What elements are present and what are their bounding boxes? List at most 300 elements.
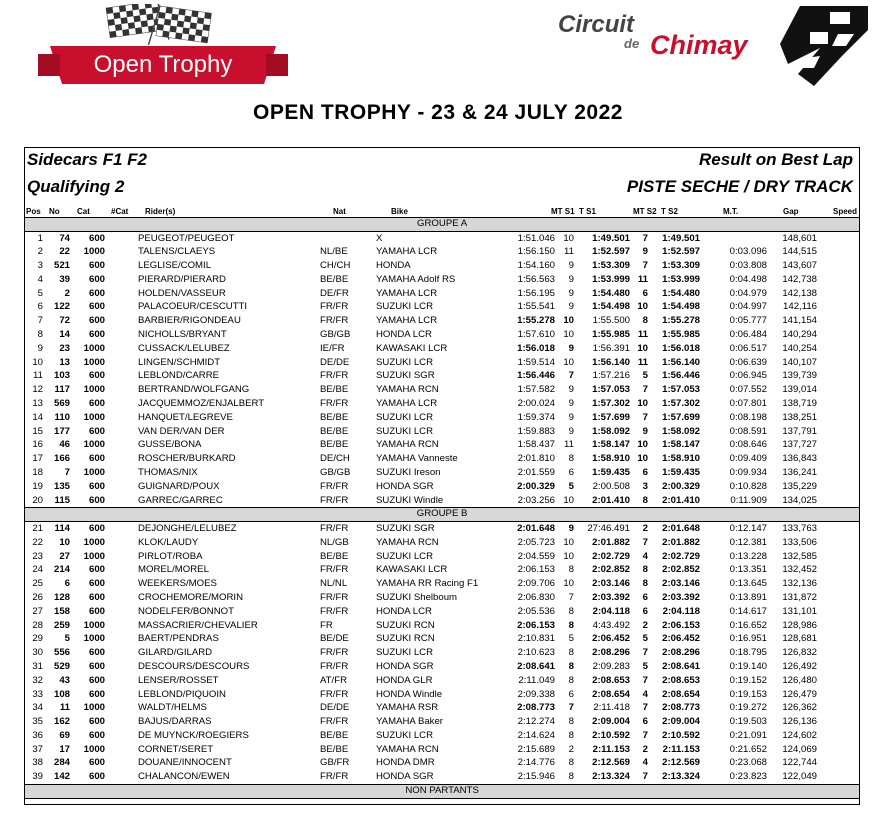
- cell-speed: 133,763: [782, 522, 817, 534]
- cell-pos: 18: [32, 467, 43, 479]
- cell-spacer: [817, 591, 859, 605]
- cell-cat: 600: [88, 425, 105, 437]
- cell-speed: 141,154: [782, 315, 817, 327]
- cell-riders: LEBLOND/PIQUOIN: [138, 688, 226, 700]
- cell-mt-s1: 2:06.153: [517, 564, 555, 576]
- cell-t-s2: 10: [637, 301, 648, 313]
- cell-t-s1: 8: [568, 605, 574, 617]
- group-name: GROUPE B: [25, 508, 859, 522]
- table-row: [25, 328, 859, 342]
- cell-cat: 600: [88, 301, 105, 313]
- cell-no: 69: [59, 729, 70, 741]
- cell-cat: 600: [88, 564, 105, 576]
- cell-gap: 0:07.552: [729, 384, 767, 396]
- cell-mt-s2: 2:13.324: [592, 771, 630, 783]
- cell-spacer: [817, 480, 859, 494]
- cell-gap: 0:14.617: [729, 605, 767, 617]
- cell-mt-s2: 2:11.418: [593, 702, 630, 714]
- cell-t-s2: 9: [642, 246, 648, 258]
- cell-bike: YAMAHA RCN: [376, 536, 439, 548]
- cell-speed: 124,602: [782, 729, 817, 741]
- page-title: OPEN TROPHY - 23 & 24 JULY 2022: [253, 101, 623, 124]
- cell-mt-s2: 1:54.498: [592, 301, 630, 313]
- cell-gap: 0:09.409: [729, 453, 767, 465]
- cell-gap: 0:19.152: [729, 674, 767, 686]
- cell-spacer: [817, 729, 859, 743]
- cell-pos: 23: [32, 550, 43, 562]
- cell-gap: 0:07.801: [729, 398, 767, 410]
- cell-gap: 0:23.068: [729, 757, 767, 769]
- cell-t-s1: 8: [568, 729, 574, 741]
- cell-riders: GILARD/GILARD: [138, 647, 213, 659]
- cell-mt-s2: 1:56.140: [592, 356, 630, 368]
- cell-mt-s2: 4:43.492: [592, 619, 630, 631]
- cell-speed: 131,872: [782, 591, 817, 603]
- cell-no: 2: [64, 287, 70, 299]
- table-row: [25, 314, 859, 328]
- table-row: [25, 688, 859, 702]
- cell-cat: 600: [88, 729, 105, 741]
- cell-ncat: [105, 383, 130, 397]
- cell-ncat: [105, 563, 130, 577]
- cell-no: 128: [53, 591, 70, 603]
- cell-nat: IE/FR: [320, 342, 345, 354]
- cell-t-s2: 6: [642, 467, 648, 479]
- cell-mt-s2: 2:09.004: [592, 716, 630, 728]
- cell-pos: 17: [32, 453, 43, 465]
- cell-mt-s1: 1:57.582: [517, 384, 555, 396]
- cell-mt-s2: 2:04.118: [592, 605, 630, 617]
- cell-nat: DE/CH: [320, 453, 350, 465]
- cell-mt-s2: 1:57.302: [592, 398, 630, 410]
- cell-no: 10: [59, 536, 70, 548]
- cell-bike: YAMAHA RR Racing F1: [376, 578, 479, 590]
- cell-pos: 16: [32, 439, 43, 451]
- cell-mt-s1: 2:15.689: [517, 743, 555, 755]
- cell-spacer: [817, 521, 859, 535]
- group-header-row: [25, 785, 859, 799]
- cell-mt-s1: 2:10.623: [517, 647, 555, 659]
- cell-mt-s1: 2:04.559: [517, 550, 555, 562]
- cell-speed: 126,136: [782, 716, 817, 728]
- cell-mt: 1:56.140: [662, 356, 700, 368]
- cell-no: 23: [59, 342, 70, 354]
- cell-ncat: [105, 369, 130, 383]
- cell-mt: 2:04.118: [662, 605, 700, 617]
- cell-cat: 600: [88, 660, 105, 672]
- cell-riders: JACQUEMMOZ/ENJALBERT: [138, 398, 265, 410]
- cell-speed: 142,138: [782, 287, 817, 299]
- cell-t-s2: 6: [642, 605, 648, 617]
- cell-t-s1: 9: [568, 522, 574, 534]
- session-name: Qualifying 2: [27, 177, 125, 196]
- table-row: [25, 521, 859, 535]
- cell-ncat: [105, 577, 130, 591]
- cell-cat: 600: [88, 647, 105, 659]
- cell-t-s1: 7: [568, 370, 574, 382]
- cell-mt: 1:49.501: [662, 232, 700, 244]
- cell-mt-s2: 2:08.296: [592, 647, 630, 659]
- cell-gap: 0:10.828: [729, 480, 767, 492]
- cell-speed: 136,843: [782, 453, 817, 465]
- cell-mt-s1: 2:14.776: [517, 757, 555, 769]
- cell-speed: 142,116: [783, 301, 817, 313]
- cell-ncat: [105, 674, 130, 688]
- cell-ncat: [105, 328, 130, 342]
- cell-t-s2: 10: [637, 439, 648, 451]
- cell-nat: AT/FR: [320, 674, 348, 686]
- group-name: NON PARTANTS: [25, 785, 859, 799]
- cell-ncat: [105, 466, 130, 480]
- cell-riders: WALDT/HELMS: [138, 702, 207, 714]
- cell-ncat: [105, 287, 130, 301]
- cell-bike: HONDA: [376, 260, 411, 272]
- cell-no: 14: [59, 329, 70, 341]
- cell-nat: BE/BE: [320, 550, 349, 562]
- cell-nat: GB/GB: [320, 329, 351, 341]
- cell-gap: 0:21.652: [729, 743, 767, 755]
- table-row: [25, 300, 859, 314]
- cell-t-s2: 8: [642, 564, 648, 576]
- cell-bike: HONDA LCR: [376, 329, 432, 341]
- cell-pos: 2: [37, 246, 43, 258]
- table-row: [25, 342, 859, 356]
- cell-spacer: [817, 494, 859, 508]
- cell-pos: 5: [37, 287, 43, 299]
- logo-text: Open Trophy: [93, 51, 233, 78]
- cell-speed: 142,738: [782, 273, 817, 285]
- cell-cat: 600: [88, 605, 105, 617]
- cell-nat: FR/FR: [320, 605, 349, 617]
- cell-no: 177: [53, 425, 70, 437]
- track-condition: PISTE SECHE / DRY TRACK: [626, 177, 853, 196]
- cell-pos: 37: [32, 743, 43, 755]
- cell-riders: CROCHEMORE/MORIN: [138, 591, 243, 603]
- cell-pos: 30: [32, 647, 43, 659]
- cell-riders: BERTRAND/WOLFGANG: [138, 384, 250, 396]
- cell-bike: HONDA DMR: [376, 757, 435, 769]
- cell-spacer: [817, 756, 859, 770]
- cell-mt-s1: 2:15.946: [517, 771, 555, 783]
- cell-mt-s2: 1:59.435: [592, 467, 630, 479]
- cell-nat: BE/BE: [320, 439, 349, 451]
- cell-gap: 0:08.591: [729, 425, 767, 437]
- cell-cat: 600: [88, 716, 105, 728]
- cell-speed: 136,241: [782, 467, 817, 479]
- cell-spacer: [817, 550, 859, 564]
- cell-riders: PIERARD/PIERARD: [138, 273, 226, 285]
- cell-mt-s1: 1:59.883: [517, 425, 555, 437]
- cell-t-s1: 11: [564, 439, 574, 451]
- cell-t-s2: 7: [642, 729, 648, 741]
- cell-riders: GARREC/GARREC: [138, 494, 223, 506]
- cell-t-s1: 9: [568, 384, 574, 396]
- cell-spacer: [817, 300, 859, 314]
- cell-mt-s2: 2:01.882: [592, 536, 630, 548]
- cell-no: 521: [53, 260, 70, 272]
- cell-riders: KLOK/LAUDY: [138, 536, 199, 548]
- col-speed: Speed: [833, 207, 858, 216]
- cell-mt-s2: 2:02.852: [592, 564, 630, 576]
- cell-pos: 4: [37, 273, 43, 285]
- table-row: [25, 356, 859, 370]
- cell-mt: 2:02.729: [662, 550, 700, 562]
- cell-mt-s2: 1:52.597: [592, 246, 630, 258]
- cell-mt: 2:08.773: [662, 702, 700, 714]
- cell-cat: 600: [88, 370, 105, 382]
- cell-speed: 126,479: [782, 688, 817, 700]
- cell-nat: NL/BE: [320, 246, 348, 258]
- cell-t-s1: 8: [568, 660, 574, 672]
- cell-bike: YAMAHA Vanneste: [376, 453, 458, 465]
- cell-riders: DE MUYNCK/ROEGIERS: [138, 729, 249, 741]
- cell-t-s2: 9: [642, 425, 648, 437]
- table-row: [25, 383, 859, 397]
- cell-mt: 2:06.153: [662, 619, 700, 631]
- cell-cat: 1000: [83, 536, 105, 548]
- cell-nat: FR/FR: [320, 647, 349, 659]
- cell-ncat: [105, 770, 130, 784]
- cell-bike: SUZUKI LCR: [376, 647, 434, 659]
- cell-mt-s1: 2:06.153: [517, 619, 555, 631]
- cell-mt: 1:56.018: [662, 342, 700, 354]
- cell-pos: 29: [32, 633, 43, 645]
- open-trophy-logo: [36, 4, 290, 96]
- cell-mt-s2: 1:54.480: [592, 287, 630, 299]
- cell-bike: SUZUKI LCR: [376, 301, 434, 313]
- cell-mt-s1: 2:00.329: [517, 480, 555, 492]
- cell-gap: 0:19.140: [729, 660, 767, 672]
- cell-riders: MASSACRIER/CHEVALIER: [138, 619, 258, 631]
- cell-cat: 600: [88, 674, 105, 686]
- cell-spacer: [817, 328, 859, 342]
- cell-gap: 0:06.517: [729, 342, 767, 354]
- cell-speed: 135,229: [782, 480, 817, 492]
- cell-riders: DESCOURS/DESCOURS: [138, 660, 250, 672]
- cell-cat: 1000: [83, 702, 105, 714]
- cell-pos: 12: [32, 384, 43, 396]
- cell-nat: DE/DE: [320, 356, 350, 368]
- cell-gap: 0:03.096: [729, 246, 767, 258]
- cell-t-s1: 9: [568, 260, 574, 272]
- cell-speed: 128,986: [782, 619, 817, 631]
- cell-gap: 0:04.997: [729, 301, 767, 313]
- cell-spacer: [817, 715, 859, 729]
- cell-mt-s2: 2:11.153: [592, 743, 630, 755]
- cell-bike: YAMAHA LCR: [376, 398, 438, 410]
- cell-mt-s1: 2:06.830: [517, 591, 555, 603]
- cell-nat: FR/FR: [320, 716, 349, 728]
- cell-mt-s1: 2:12.274: [517, 716, 555, 728]
- cell-mt: 2:03.392: [662, 591, 700, 603]
- cell-cat: 1000: [83, 633, 105, 645]
- cell-t-s2: 11: [637, 356, 648, 368]
- table-row: [25, 536, 859, 550]
- cell-mt-s1: 1:56.150: [517, 246, 555, 258]
- cell-no: 110: [54, 411, 70, 423]
- cell-spacer: [817, 646, 859, 660]
- cell-spacer: [817, 619, 859, 633]
- cell-spacer: [817, 438, 859, 452]
- cell-t-s1: 9: [568, 411, 574, 423]
- cell-spacer: [817, 563, 859, 577]
- cell-gap: 0:13.645: [729, 578, 767, 590]
- cell-ncat: [105, 494, 130, 508]
- cell-nat: DE/DE: [320, 702, 350, 714]
- cell-speed: 126,480: [782, 674, 817, 686]
- cell-mt-s2: 1:58.147: [592, 439, 630, 451]
- cell-mt-s2: 1:55.500: [592, 315, 630, 327]
- cell-ncat: [105, 300, 130, 314]
- cell-riders: NICHOLLS/BRYANT: [138, 329, 227, 341]
- table-row: [25, 660, 859, 674]
- cell-mt: 2:11.153: [662, 743, 700, 755]
- cell-bike: KAWASAKI LCR: [376, 564, 448, 576]
- table-row: [25, 273, 859, 287]
- results-table: [25, 217, 859, 799]
- cell-riders: CHALANCON/EWEN: [138, 771, 230, 783]
- cell-no: 284: [53, 757, 70, 769]
- table-row: [25, 577, 859, 591]
- cell-ncat: [105, 729, 130, 743]
- table-row: [25, 245, 859, 259]
- cell-cat: 600: [88, 494, 105, 506]
- cell-ncat: [105, 231, 130, 245]
- cell-t-s1: 10: [563, 329, 574, 341]
- cell-mt: 1:54.480: [662, 287, 700, 299]
- cell-mt: 1:53.999: [662, 273, 700, 285]
- cell-cat: 600: [88, 287, 105, 299]
- cell-t-s1: 10: [563, 232, 574, 244]
- cell-no: 162: [53, 716, 70, 728]
- cell-bike: YAMAHA LCR: [376, 287, 438, 299]
- cell-mt: 2:00.329: [662, 480, 700, 492]
- cell-nat: FR/FR: [320, 301, 349, 313]
- cell-cat: 600: [88, 688, 105, 700]
- cell-ncat: [105, 480, 130, 494]
- cell-t-s2: 2: [642, 619, 648, 631]
- cell-t-s1: 10: [563, 550, 574, 562]
- cell-mt-s2: 2:00.508: [592, 480, 630, 492]
- cell-mt: 2:10.592: [662, 729, 700, 741]
- cell-pos: 10: [32, 356, 43, 368]
- logo-text-circuit: Circuit: [558, 11, 635, 38]
- cell-ncat: [105, 356, 130, 370]
- cell-t-s1: 8: [568, 453, 574, 465]
- cell-bike: HONDA Windle: [376, 688, 443, 700]
- cell-cat: 600: [88, 232, 105, 244]
- cell-t-s1: 11: [564, 246, 574, 258]
- cell-t-s1: 8: [568, 674, 574, 686]
- cell-riders: HOLDEN/VASSEUR: [138, 287, 226, 299]
- cell-nat: [320, 231, 376, 245]
- cell-spacer: [817, 231, 859, 245]
- cell-ncat: [105, 646, 130, 660]
- cell-ncat: [105, 259, 130, 273]
- cell-t-s2: 7: [642, 702, 648, 714]
- cell-gap: 0:21.091: [729, 729, 767, 741]
- table-row: [25, 480, 859, 494]
- cell-t-s1: 10: [563, 494, 574, 506]
- cell-mt: 2:13.324: [662, 771, 700, 783]
- cell-t-s2: 11: [637, 273, 648, 285]
- cell-spacer: [817, 577, 859, 591]
- cell-mt-s2: 2:06.452: [592, 633, 630, 645]
- cell-riders: GUSSE/BONA: [138, 439, 202, 451]
- cell-speed: 133,506: [782, 536, 817, 548]
- checkered-flag-icon: [780, 6, 868, 86]
- cell-gap: 0:13.891: [729, 591, 767, 603]
- cell-bike: HONDA SGR: [376, 771, 434, 783]
- cell-no: 214: [53, 564, 70, 576]
- table-row: [25, 729, 859, 743]
- cell-mt-s1: 1:59.374: [517, 411, 555, 423]
- col-t-s2: T S2: [661, 207, 678, 216]
- cell-ncat: [105, 605, 130, 619]
- cell-mt: 1:52.597: [662, 246, 700, 258]
- cell-pos: 13: [32, 398, 43, 410]
- cell-t-s1: 8: [568, 771, 574, 783]
- cell-pos: 27: [32, 605, 43, 617]
- cell-pos: 22: [32, 536, 43, 548]
- cell-mt-s1: 2:14.624: [517, 729, 555, 741]
- cell-speed: 140,294: [782, 329, 817, 341]
- cell-spacer: [817, 632, 859, 646]
- cell-ncat: [105, 743, 130, 757]
- cell-ncat: [105, 411, 130, 425]
- table-row: [25, 646, 859, 660]
- result-type: Result on Best Lap: [699, 150, 853, 169]
- cell-bike: SUZUKI LCR: [376, 356, 434, 368]
- cell-mt-s1: 2:01.559: [517, 467, 555, 479]
- cell-bike: SUZUKI LCR: [376, 411, 434, 423]
- col-mt-s1: MT S1: [551, 207, 575, 216]
- cell-ncat: [105, 619, 130, 633]
- cell-ncat: [105, 660, 130, 674]
- cell-gap: 0:19.272: [729, 702, 767, 714]
- cell-cat: 1000: [83, 384, 105, 396]
- cell-spacer: [817, 259, 859, 273]
- cell-mt-s1: 2:09.338: [517, 688, 555, 700]
- cell-nat: BE/BE: [320, 411, 349, 423]
- cell-mt-s1: 2:05.536: [517, 605, 555, 617]
- cell-spacer: [817, 369, 859, 383]
- cell-spacer: [817, 674, 859, 688]
- cell-ncat: [105, 688, 130, 702]
- cell-nat: FR/FR: [320, 660, 349, 672]
- cell-gap: 0:13.228: [729, 550, 767, 562]
- cell-pos: 1: [37, 232, 43, 244]
- cell-t-s1: 5: [568, 633, 574, 645]
- cell-gap: 0:11.909: [730, 494, 767, 506]
- col-no: No: [49, 207, 60, 216]
- cell-cat: 600: [88, 522, 105, 534]
- cell-speed: 132,452: [782, 564, 817, 576]
- cell-spacer: [817, 743, 859, 757]
- cell-spacer: [817, 452, 859, 466]
- cell-mt: 1:53.309: [662, 260, 700, 272]
- cell-speed: 126,492: [782, 660, 817, 672]
- circuit-de-chimay-logo: [548, 4, 868, 94]
- logo-text-chimay: Chimay: [650, 30, 748, 60]
- cell-riders: CUSSACK/LELUBEZ: [138, 342, 230, 354]
- table-row: [25, 632, 859, 646]
- cell-mt: 2:02.852: [662, 564, 700, 576]
- cell-pos: 26: [32, 591, 43, 603]
- cell-t-s1: 2: [568, 743, 574, 755]
- cell-bike: YAMAHA RCN: [376, 384, 439, 396]
- cell-mt-s1: 2:10.831: [517, 633, 555, 645]
